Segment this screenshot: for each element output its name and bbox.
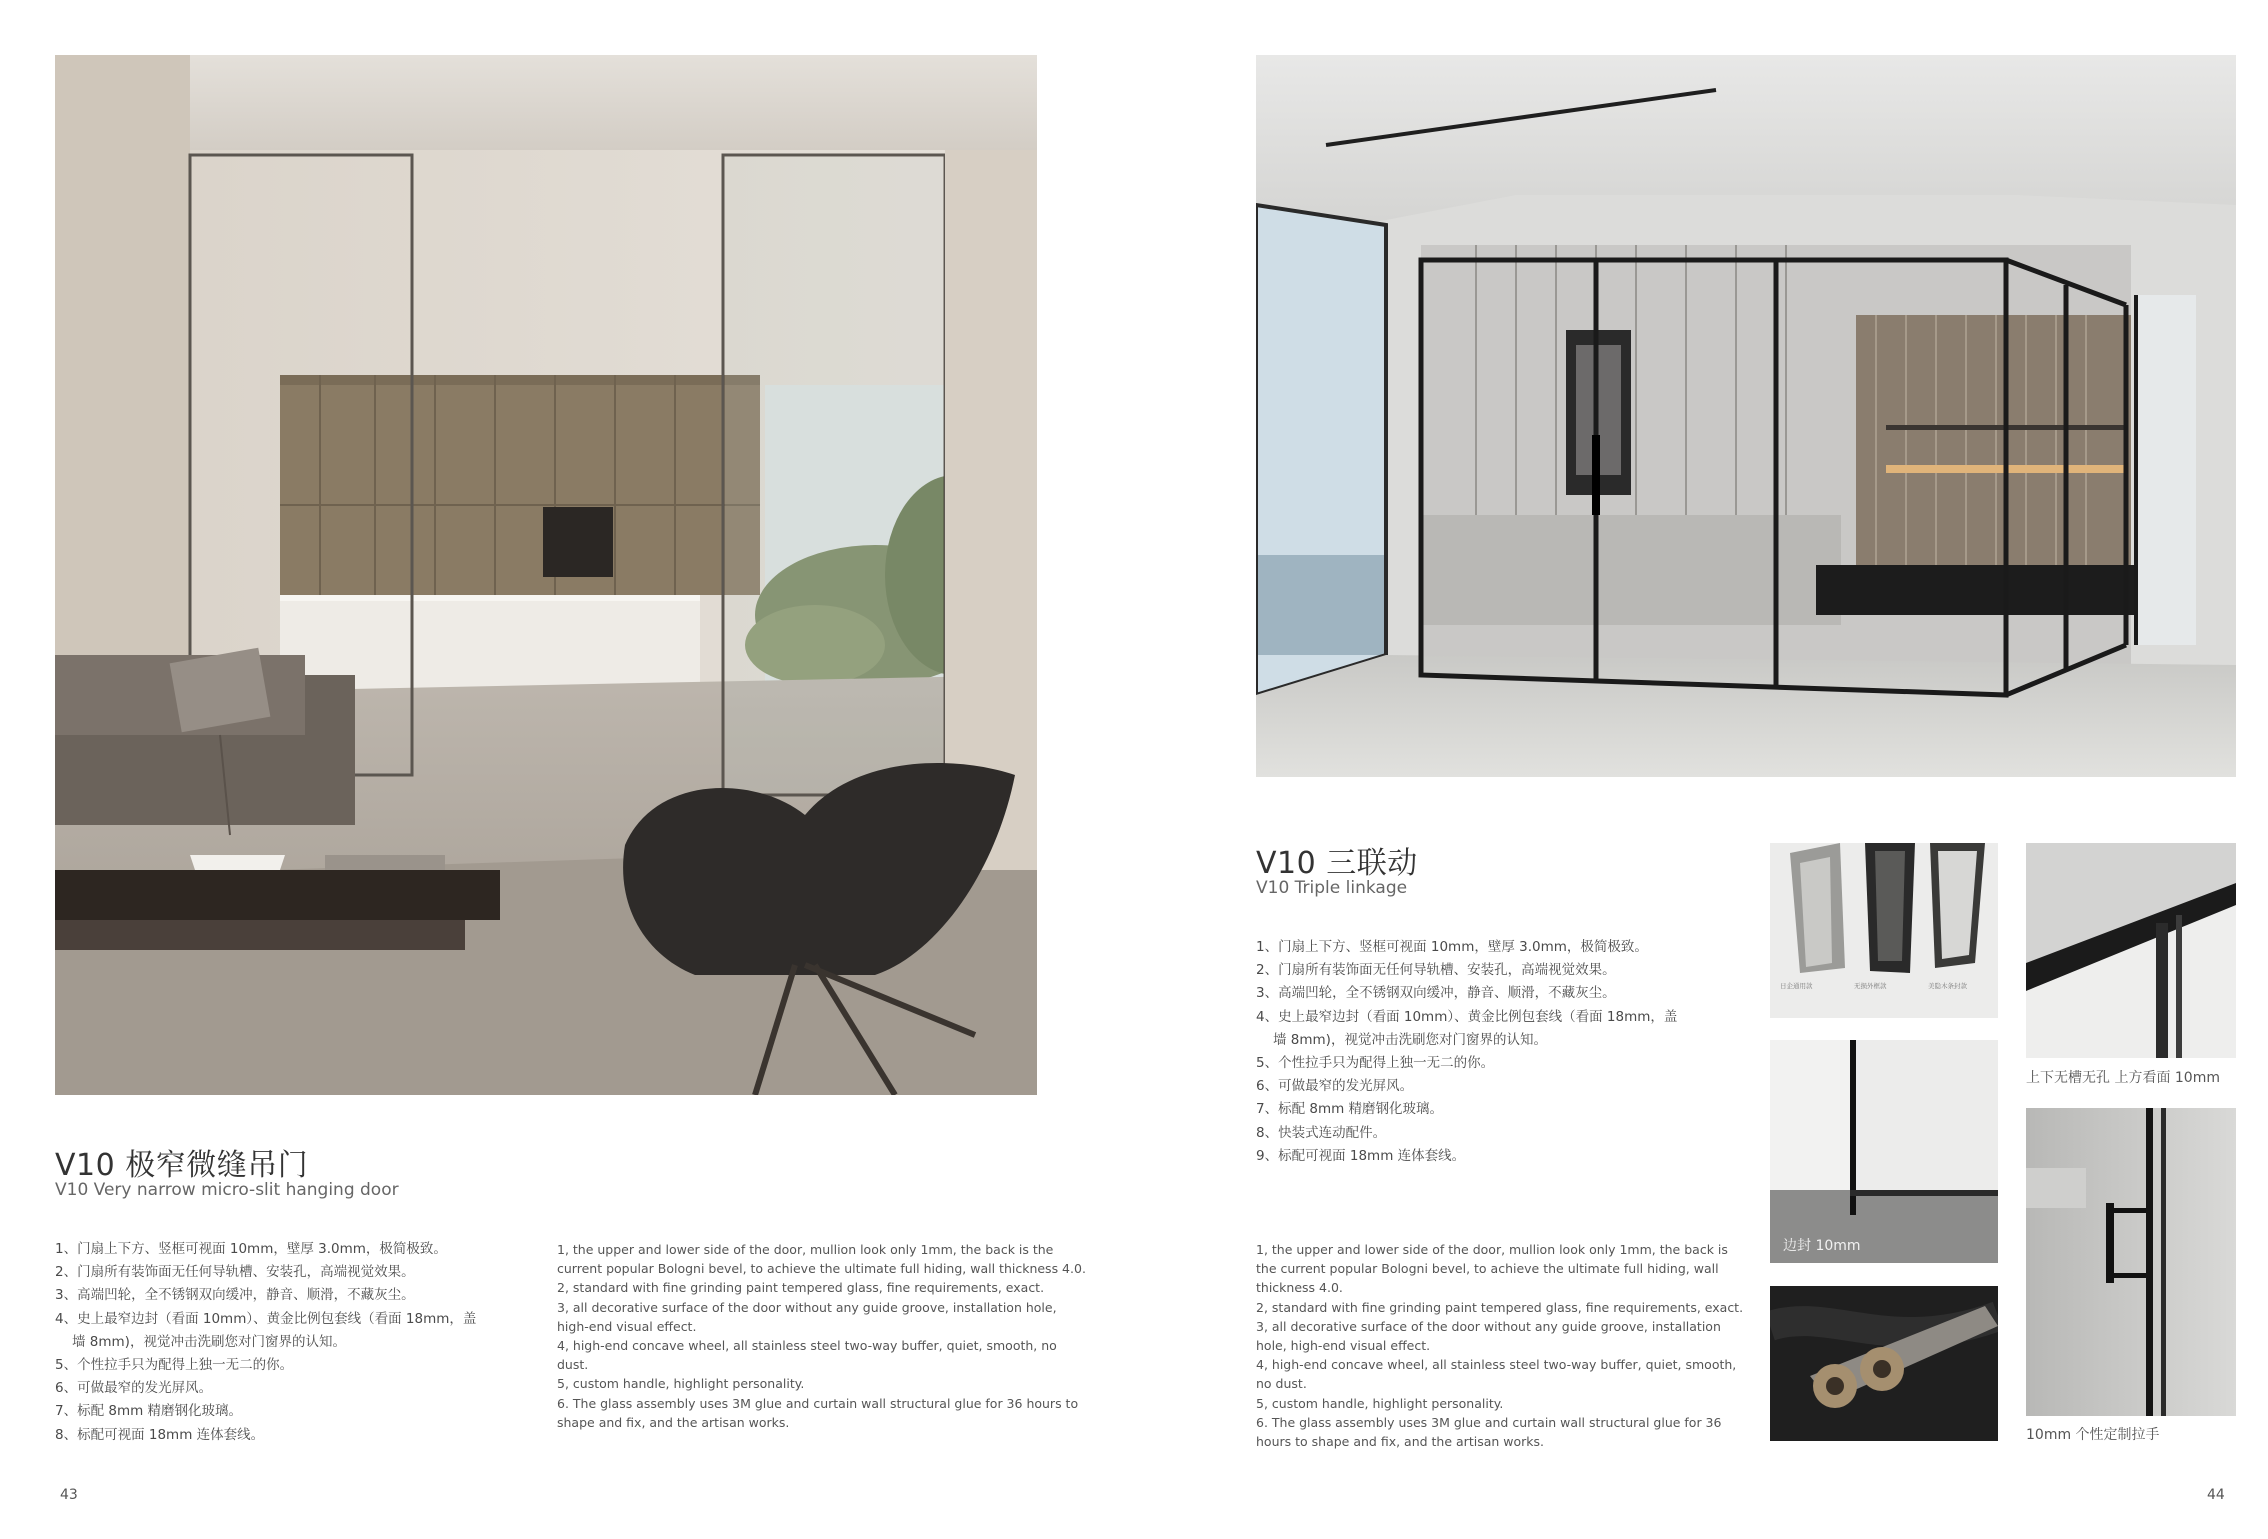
hero-photo-triple-linkage [1256, 55, 2236, 777]
feature-line-en: 3, all decorative surface of the door without any guide groove, installation [1256, 1318, 1721, 1334]
feature-line-en: dust. [557, 1357, 589, 1373]
feature-line-en: 5, custom handle, highlight personality. [557, 1376, 805, 1392]
detail-photo-roller [1770, 1286, 1998, 1441]
feature-line: 1、门扇上下方、竖框可视面 10mm，壁厚 3.0mm，极简极致。 [55, 1241, 447, 1257]
caption-handle: 10mm 个性定制拉手 [2026, 1427, 2160, 1443]
feature-line: 2、门扇所有装饰面无任何导轨槽、安装孔，高端视觉效果。 [55, 1264, 415, 1281]
feature-line: 7、标配 8mm 精磨钢化玻璃。 [55, 1403, 243, 1420]
detail-drawing [1770, 1040, 1998, 1263]
left-feature-list-en [557, 1240, 1086, 1432]
feature-line: 5、个性拉手只为配得上独一无二的你。 [1256, 1055, 1495, 1072]
feature-line: 9、标配可视面 18mm 连体套线。 [1256, 1147, 1466, 1164]
hero-photo-drawing [1256, 55, 2236, 777]
detail-photo-edge-seal [1770, 1040, 1998, 1263]
left-title-en: V10 Very narrow micro-slit hanging door [55, 1180, 399, 1200]
feature-line-en: 5, custom handle, highlight personality. [1256, 1395, 1504, 1411]
right-title-en: V10 Triple linkage [1256, 878, 1408, 898]
feature-line-en: thickness 4.0. [1256, 1280, 1343, 1296]
detail-drawing [2026, 1108, 2236, 1416]
left-feature-list-cn [55, 1238, 476, 1447]
feature-line-en: hole, high-end visual effect. [1256, 1338, 1431, 1354]
left-title-cn: V10 极窄微缝吊门 [55, 1148, 309, 1183]
feature-line: 4、史上最窄边封（看面 10mm）、黄金比例包套线（看面 18mm，盖 [55, 1310, 477, 1327]
caption-top-right: 上下无槽无孔 上方看面 10mm [2026, 1070, 2220, 1086]
feature-line: 8、快装式连动配件。 [1256, 1124, 1387, 1141]
detail-photo-top-frame [2026, 843, 2236, 1058]
feature-line-en: 1, the upper and lower side of the door, mullion look only 1mm, the back is the [557, 1242, 1054, 1257]
right-feature-list-cn [1256, 936, 1677, 1168]
page-number-left: 43 [60, 1487, 78, 1503]
feature-line-en: 4, high-end concave wheel, all stainless steel two-way buffer, quiet, smooth, no [557, 1338, 1057, 1354]
detail-photo-profiles [1770, 843, 1998, 1018]
feature-line: 2、门扇所有装饰面无任何导轨槽、安装孔，高端视觉效果。 [1256, 962, 1616, 979]
feature-line-en: shape and fix, and the artisan works. [557, 1414, 790, 1430]
feature-line-en: 6. The glass assembly uses 3M glue and curtain wall structural glue for 36 [1256, 1414, 1722, 1430]
feature-line-en: high-end visual effect. [557, 1318, 697, 1334]
detail-drawing [1770, 1286, 1998, 1441]
feature-line: 5、个性拉手只为配得上独一无二的你。 [55, 1357, 294, 1374]
detail-drawing [2026, 843, 2236, 1058]
feature-line-en: current popular Bologni bevel, to achieve the ultimate full hiding, wall thickness 4.0. [557, 1261, 1086, 1277]
feature-line: 6、可做最窄的发光屏风。 [55, 1380, 213, 1397]
profile-label: 无损外框款 [1854, 982, 1887, 990]
right-title-cn: V10 三联动 [1256, 846, 1418, 881]
feature-line-en: hours to shape and fix, and the artisan works. [1256, 1434, 1544, 1450]
detail-drawing [1770, 843, 1998, 1018]
profile-label: 日企通用款 [1780, 982, 1813, 990]
feature-line: 4、史上最窄边封（看面 10mm）、黄金比例包套线（看面 18mm，盖 [1256, 1008, 1678, 1025]
detail-photo-handle [2026, 1108, 2236, 1416]
profile-label: 美隐木条封款 [1928, 982, 1967, 990]
feature-line-en: no dust. [1256, 1376, 1307, 1392]
feature-line-en: 1, the upper and lower side of the door, mullion look only 1mm, the back is [1256, 1242, 1728, 1257]
feature-line: 8、标配可视面 18mm 连体套线。 [55, 1426, 265, 1443]
feature-line: 3、高端凹轮，全不锈钢双向缓冲，静音、顺滑，不藏灰尘。 [1256, 985, 1616, 1002]
page-number-right: 44 [2207, 1487, 2225, 1503]
feature-line: 1、门扇上下方、竖框可视面 10mm，壁厚 3.0mm，极简极致。 [1256, 939, 1648, 955]
feature-line: 墙 8mm)，视觉冲击洗刷您对门窗界的认知。 [72, 1333, 346, 1350]
feature-line: 7、标配 8mm 精磨钢化玻璃。 [1256, 1101, 1444, 1118]
hero-photo-drawing [55, 55, 1037, 1095]
caption-edge-seal: 边封 10mm [1783, 1238, 1861, 1254]
hero-photo-hanging-door [55, 55, 1037, 1095]
feature-line: 3、高端凹轮，全不锈钢双向缓冲，静音、顺滑，不藏灰尘。 [55, 1287, 415, 1304]
feature-line-en: 3, all decorative surface of the door without any guide groove, installation hole, [557, 1299, 1057, 1315]
feature-line-en: 2, standard with fine grinding paint tempered glass, fine requirements, exact. [1256, 1299, 1744, 1315]
feature-line: 墙 8mm)，视觉冲击洗刷您对门窗界的认知。 [1273, 1031, 1547, 1048]
feature-line-en: the current popular Bologni bevel, to achieve the ultimate full hiding, wall [1256, 1261, 1719, 1277]
right-feature-list-en [1256, 1240, 1743, 1451]
feature-line-en: 6. The glass assembly uses 3M glue and curtain wall structural glue for 36 hours to [557, 1395, 1079, 1411]
feature-line: 6、可做最窄的发光屏风。 [1256, 1078, 1414, 1095]
feature-line-en: 2, standard with fine grinding paint tempered glass, fine requirements, exact. [557, 1280, 1045, 1296]
feature-line-en: 4, high-end concave wheel, all stainless steel two-way buffer, quiet, smooth, [1256, 1357, 1737, 1373]
